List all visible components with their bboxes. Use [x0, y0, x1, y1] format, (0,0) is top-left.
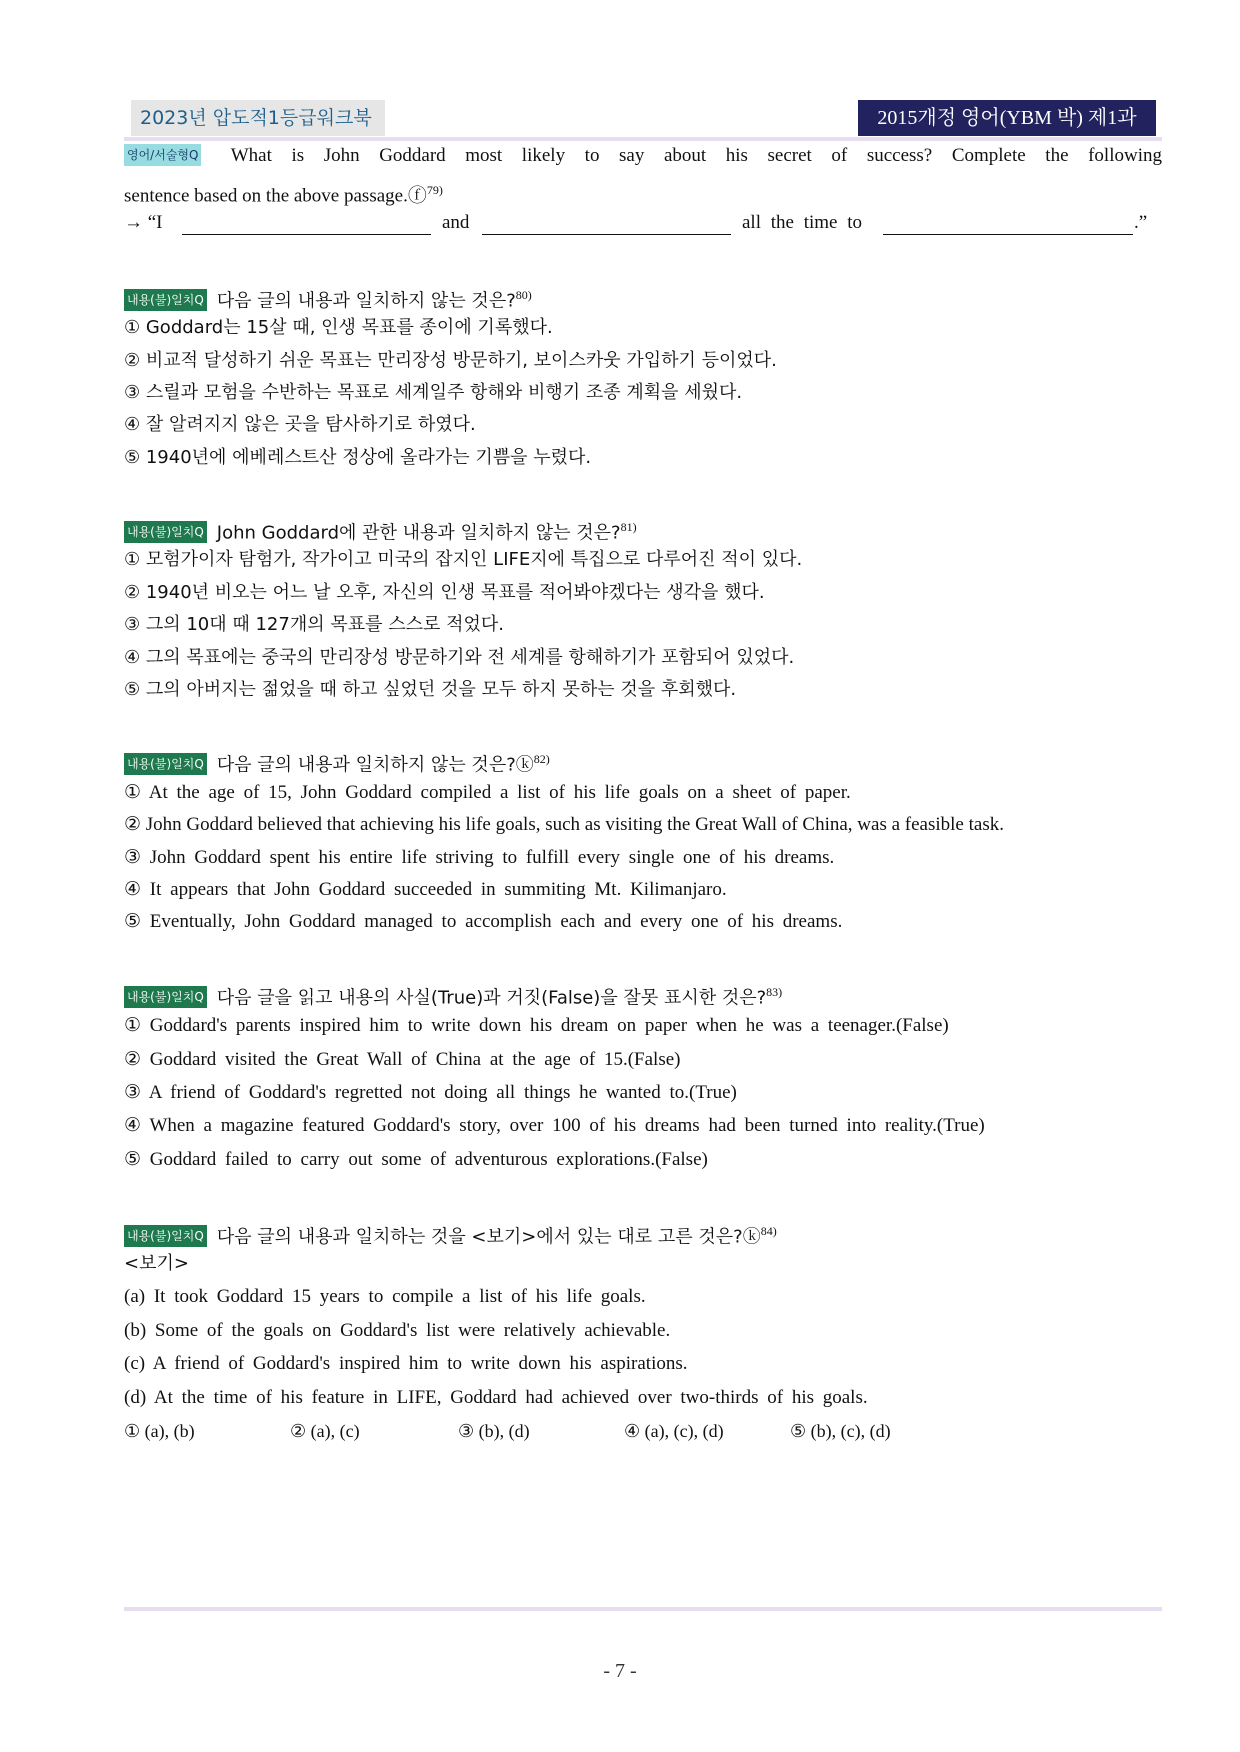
choice: ② 비교적 달성하기 쉬운 목표는 만리장성 방문하기, 보이스카웃 가입하기 등이었다.	[124, 350, 777, 371]
choice: ⑤ 1940년에 에베레스트산 정상에 올라가는 기쁨을 누렸다.	[124, 447, 592, 468]
answer-blank-2[interactable]	[482, 233, 731, 235]
footnote-ref: 82)	[533, 752, 550, 766]
answer-end: .”	[1134, 212, 1148, 233]
choice: ③ 스릴과 모험을 수반하는 목표로 세계일주 항해와 비행기 조종 계획을 세웠다.	[124, 382, 743, 403]
question-type-tag: 내용(불)일치Q	[124, 289, 207, 311]
choice: ② 1940년 비오는 어느 날 오후, 자신의 인생 목표를 적어봐야겠다는 생각을 했다.	[124, 582, 765, 603]
answer-blank-1[interactable]	[182, 233, 431, 235]
q83-title	[124, 980, 1162, 1010]
workbook-title: 2023년 압도적1등급워크북	[131, 100, 385, 136]
choice: ③ 그의 10대 때 127개의 목표를 스스로 적었다.	[124, 614, 504, 635]
lesson-title: 2015개정 영어(YBM 박) 제1과	[858, 100, 1156, 136]
question-type-tag: 내용(불)일치Q	[124, 1225, 207, 1247]
choice: ② John Goddard believed that achieving his life goals, such as visiting the Great Wall of China, was a feasible task.	[124, 814, 1004, 835]
question-text: 다음 글의 내용과 일치하는 것을 <보기>에서 있는 대로 고른 것은?ⓚ	[216, 1226, 761, 1248]
choice: ① 모험가이자 탐험가, 작가이고 미국의 잡지인 LIFE지에 특집으로 다루어진 적이 있다.	[124, 549, 803, 570]
choice: ④ 그의 목표에는 중국의 만리장성 방문하기와 전 세계를 항해하기가 포함되어 있었다.	[124, 647, 795, 668]
question-text: 다음 글의 내용과 일치하지 않는 것은?ⓚ	[216, 754, 534, 776]
choice: ④ When a magazine featured Goddard's story, over 100 of his dreams had been turned into reality.(True)	[124, 1115, 985, 1136]
choice: ⑤ Eventually, John Goddard managed to accomplish each and every one of his dreams.	[124, 911, 843, 932]
example-box-label: <보기>	[124, 1253, 189, 1274]
choice: ③ A friend of Goddard's regretted not doing all things he wanted to.(True)	[124, 1082, 737, 1103]
footer-divider	[124, 1607, 1162, 1611]
choice: ⑤ Goddard failed to carry out some of adventurous explorations.(False)	[124, 1149, 708, 1170]
answer-option[interactable]: ② (a), (c)	[290, 1421, 360, 1441]
question-type-tag: 내용(불)일치Q	[124, 986, 207, 1008]
footnote-ref: 84)	[760, 1224, 777, 1238]
choice: ④ 잘 알려지지 않은 곳을 탐사하기로 하였다.	[124, 414, 476, 435]
choice: ① Goddard는 15살 때, 인생 목표를 종이에 기록했다.	[124, 317, 553, 338]
choice: ⑤ 그의 아버지는 젊었을 때 하고 싶었던 것을 모두 하지 못하는 것을 후회했다.	[124, 679, 737, 700]
header-divider	[124, 137, 1162, 141]
question-type-tag: 영어/서술형Q	[124, 144, 201, 166]
statement: (b) Some of the goals on Goddard's list were relatively achievable.	[124, 1320, 671, 1341]
answer-and: and	[442, 212, 470, 233]
choice: ④ It appears that John Goddard succeeded in summiting Mt. Kilimanjaro.	[124, 879, 727, 900]
q79-prompt	[124, 144, 1162, 168]
answer-option[interactable]: ④ (a), (c), (d)	[624, 1421, 724, 1441]
choice: ① Goddard's parents inspired him to write down his dream on paper when he was a teenager.(False)	[124, 1015, 949, 1036]
choice: ① At the age of 15, John Goddard compiled a list of his life goals on a sheet of paper.	[124, 782, 851, 803]
question-text: 다음 글을 읽고 내용의 사실(True)과 거짓(False)을 잘못 표시한 것은?	[216, 987, 767, 1009]
answer-blank-3[interactable]	[883, 233, 1133, 235]
footnote-ref: 83)	[766, 985, 783, 999]
q79-prompt-2	[124, 178, 1162, 208]
statement: (d) At the time of his feature in LIFE, Goddard had achieved over two-thirds of his goals.	[124, 1387, 868, 1408]
q79-answer-line	[124, 211, 1162, 235]
statement: (a) It took Goddard 15 years to compile a list of his life goals.	[124, 1286, 646, 1307]
answer-prefix: → “I	[124, 212, 163, 233]
question-type-tag: 내용(불)일치Q	[124, 753, 207, 775]
question-type-tag: 내용(불)일치Q	[124, 521, 207, 543]
choice: ③ John Goddard spent his entire life striving to fulfill every single one of his dreams.	[124, 847, 835, 868]
q82-title	[124, 747, 1162, 777]
footnote-ref: 79)	[426, 183, 443, 197]
question-text: John Goddard에 관한 내용과 일치하지 않는 것은?	[216, 522, 621, 544]
answer-option[interactable]: ③ (b), (d)	[458, 1421, 530, 1441]
page-number: - 7 -	[603, 1660, 637, 1682]
q79-text: What is John Goddard most likely to say about his secret of success? Complete the following	[230, 145, 1162, 166]
q81-title	[124, 515, 1162, 545]
answer-mid: all the time to	[742, 212, 863, 233]
choice: ② Goddard visited the Great Wall of China at the age of 15.(False)	[124, 1049, 681, 1070]
q80-title	[124, 283, 1162, 313]
answer-option[interactable]: ① (a), (b)	[124, 1421, 195, 1441]
question-text: 다음 글의 내용과 일치하지 않는 것은?	[216, 290, 516, 312]
footnote-ref: 80)	[515, 288, 532, 302]
q79-text2: sentence based on the above passage.ⓕ	[124, 185, 427, 207]
q84-title	[124, 1219, 1162, 1249]
answer-option[interactable]: ⑤ (b), (c), (d)	[790, 1421, 891, 1441]
footnote-ref: 81)	[620, 520, 637, 534]
statement: (c) A friend of Goddard's inspired him to write down his aspirations.	[124, 1353, 688, 1374]
